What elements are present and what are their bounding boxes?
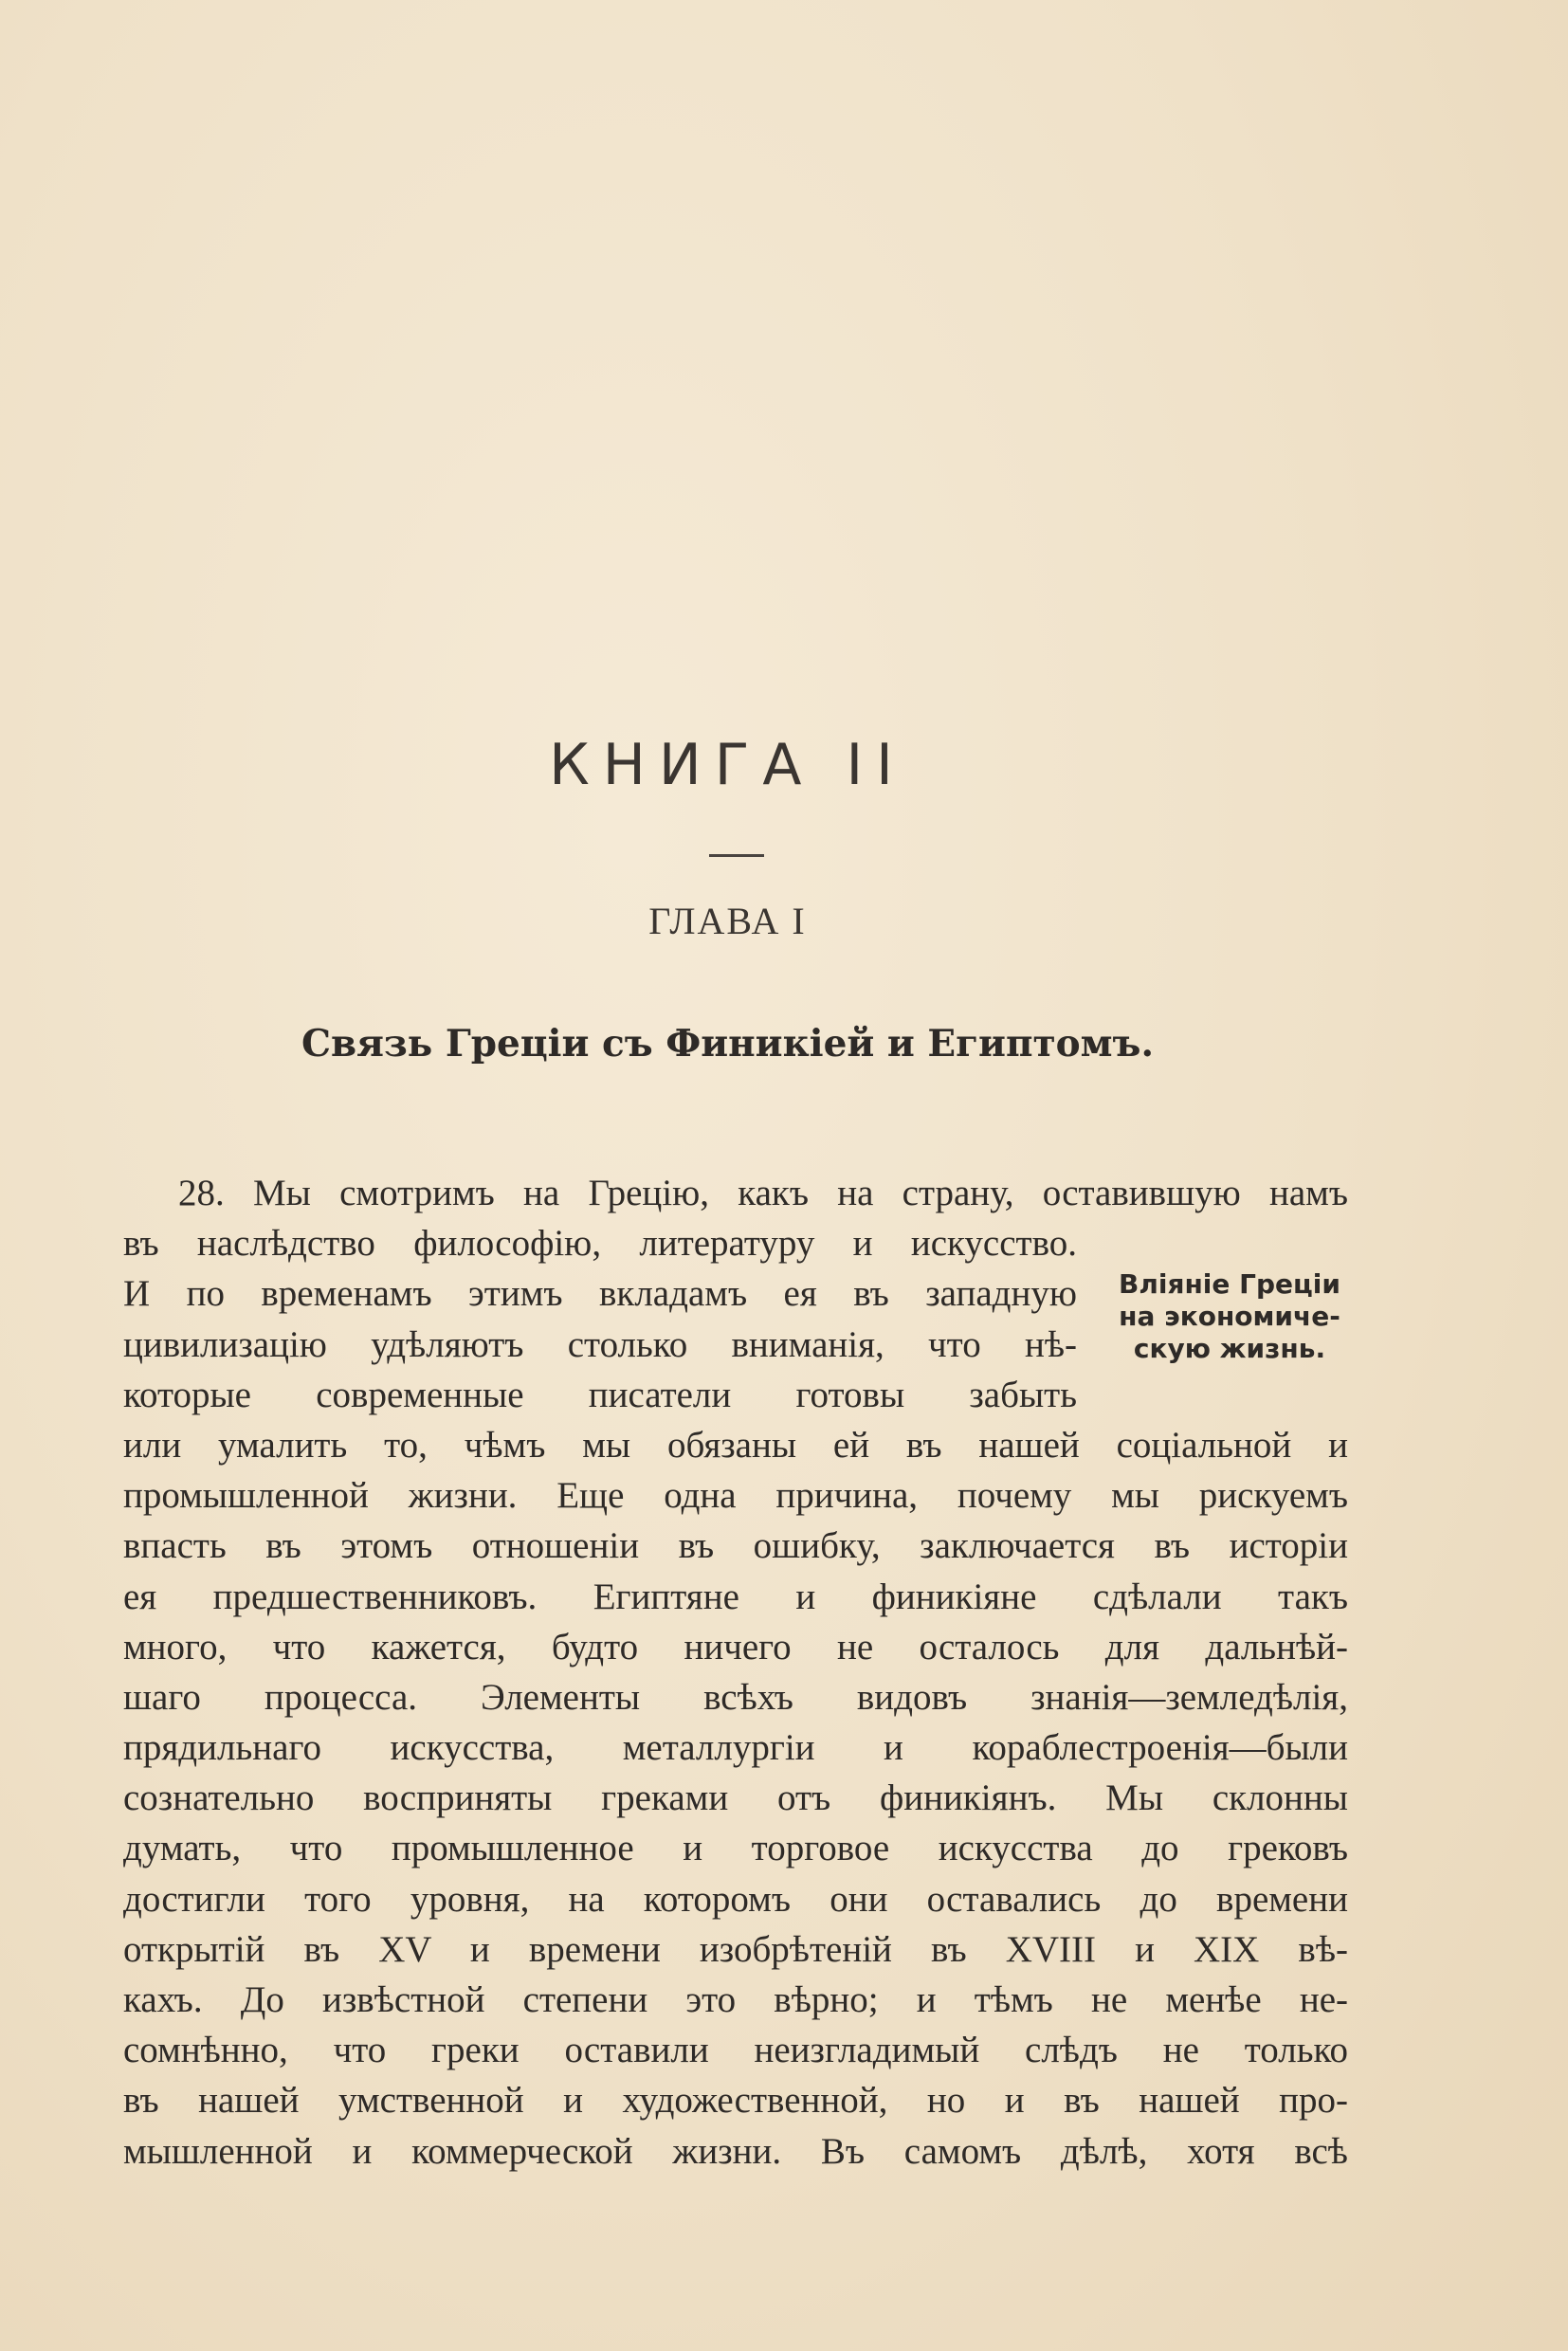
paragraph-line: И по временамъ этимъ вкладамъ ея въ западную: [123, 1273, 1077, 1315]
paragraph-line: 28. Мы смотримъ на Грецію, какъ на страну, оставившую намъ: [178, 1173, 1348, 1213]
heading-rule: [709, 854, 764, 857]
margin-note-line: на экономиче-: [1119, 1301, 1340, 1332]
paragraph-line: въ нашей умственной и художественной, но и въ нашей про-: [123, 2080, 1348, 2122]
book-heading: КНИГА II: [549, 732, 906, 798]
paragraph-line: думать, что промышленное и торговое искусства до грековъ: [123, 1828, 1348, 1869]
paragraph-28: [123, 1168, 1348, 2177]
paragraph-line: цивилизацію удѣляютъ столько вниманія, что нѣ-: [123, 1323, 1077, 1365]
paragraph-line: ея предшественниковъ. Египтяне и финикіяне сдѣлали такъ: [123, 1576, 1348, 1617]
paragraph-line: прядильнаго искусства, металлургіи и кораблестроенія—были: [123, 1727, 1348, 1769]
paragraph-line: которые современные писатели готовы забыть: [123, 1374, 1077, 1415]
paragraph-line: или умалить то, чѣмъ мы обязаны ей въ нашей соціальной и: [123, 1424, 1348, 1466]
paragraph-line: въ наслѣдство философію, литературу и искусство.: [123, 1223, 1077, 1265]
paragraph-line: кахъ. До извѣстной степени это вѣрно; и тѣмъ не менѣе не-: [123, 1979, 1348, 2020]
paragraph-line: много, что кажется, будто ничего не осталось для дальнѣй-: [123, 1626, 1348, 1668]
paragraph-line: сознательно восприняты греками отъ финикіянъ. Мы склонны: [123, 1777, 1348, 1819]
chapter-title: Связь Греціи съ Финикіей и Египтомъ.: [301, 1022, 1155, 1066]
paragraph-line: впасть въ этомъ отношеніи въ ошибку, заключается въ исторіи: [123, 1525, 1348, 1567]
margin-note-line: Вліяніе Греціи: [1119, 1268, 1340, 1300]
paragraph-line: промышленной жизни. Еще одна причина, почему мы рискуемъ: [123, 1475, 1348, 1517]
paragraph-line: сомнѣнно, что греки оставили неизгладимый слѣдъ не только: [123, 2030, 1348, 2071]
paragraph-line: шаго процесса. Элементы всѣхъ видовъ знанія—земледѣлія,: [123, 1676, 1348, 1718]
margin-note-line: скую жизнь.: [1133, 1333, 1326, 1364]
paragraph-line: достигли того уровня, на которомъ они оставались до времени: [123, 1878, 1348, 1920]
chapter-label: ГЛАВА I: [648, 900, 807, 942]
paragraph-line: открытій въ XV и времени изобрѣтеній въ XVIII и XIX вѣ-: [123, 1928, 1348, 1970]
paragraph-line: мышленной и коммерческой жизни. Въ самомъ дѣлѣ, хотя всѣ: [123, 2130, 1348, 2172]
